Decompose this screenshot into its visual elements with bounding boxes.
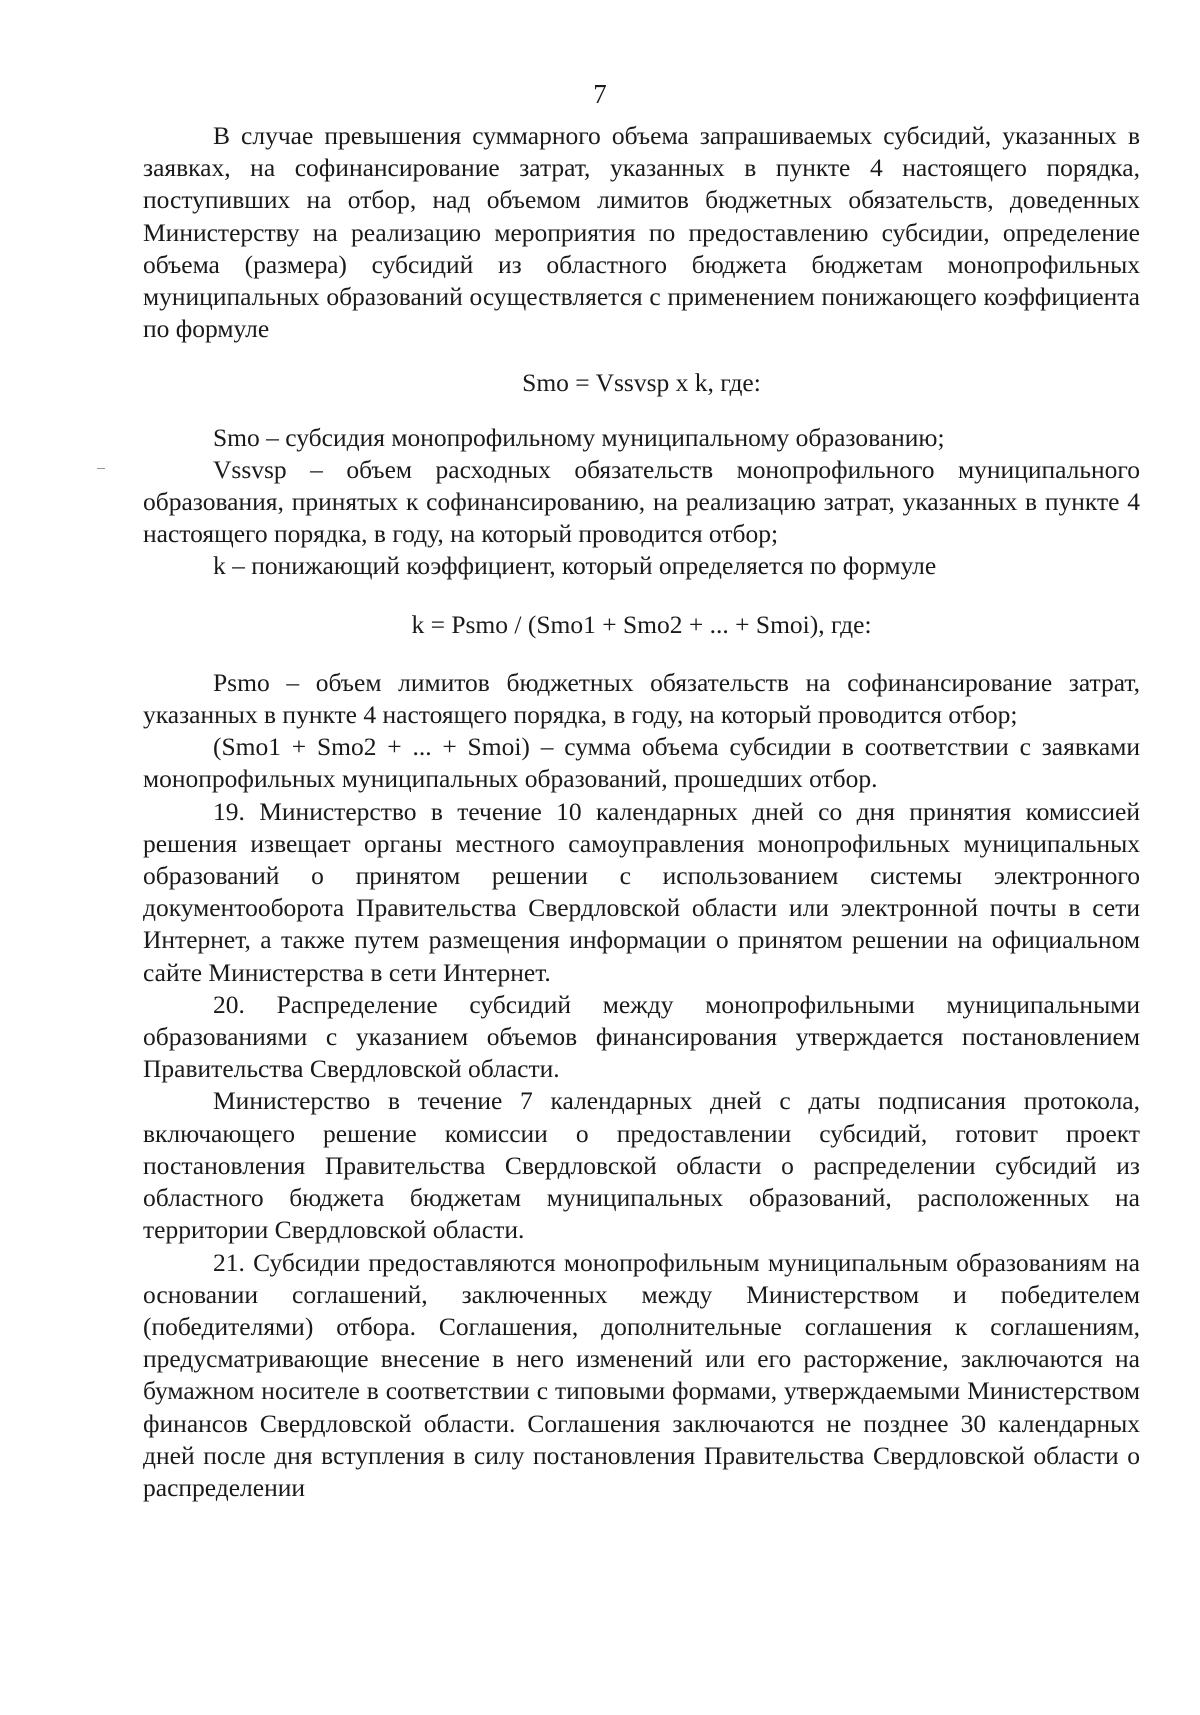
- paragraph-21: 21. Субсидии предоставляются монопрофильным муниципальным образованиям на основании соглашений, заключенных между Министерством и победителем (победителями) отбора. Соглашения, дополнительные соглашения к соглашениям, предусматривающие внесение в него изменений или его расторжение, заключаются на бумажном носителе в соответствии с типовыми формами, утверждаемыми Министерством финансов Свердловской области. Соглашения заключаются не позднее 30 календарных дней после дня вступления в силу постановления Правительства Свердловской области о распределении: [143, 1247, 1140, 1502]
- formula-k: k = Psmo / (Smo1 + Smo2 + ... + Smoi), где:: [411, 609, 872, 639]
- definition-vssvsp: Vssvsp – объем расходных обязательств монопрофильного муниципального образования, принятых к софинансированию, на реализацию затрат, указанных в пункте 4 настоящего порядка, в году, на который проводится отбор;: [143, 454, 1140, 549]
- paragraph-19: 19. Министерство в течение 10 календарных дней со дня принятия комиссией решения извещает органы местного самоуправления монопрофильных муниципальных образований о принятом решении с использованием системы электронного документооборота Правительства Свердловской области или электронной почты в сети Интернет, а также путем размещения информации о принятом решении на официальном сайте Министерства в сети Интернет.: [143, 796, 1140, 987]
- definition-smo-sum: (Smo1 + Smo2 + ... + Smoi) – сумма объема субсидии в соответствии с заявками монопрофильных муниципальных образований, прошедших отбор.: [143, 732, 1140, 794]
- paragraph-20-continued: Министерство в течение 7 календарных дней с даты подписания протокола, включающего решение комиссии о предоставлении субсидий, готовит проект постановления Правительства Свердловской области о распределении субсидий из областного бюджета бюджетам муниципальных образований, расположенных на территории Свердловской области.: [143, 1086, 1140, 1245]
- definition-smo: Smo – субсидия монопрофильному муниципальному образованию;: [213, 422, 945, 452]
- margin-mark: [97, 468, 105, 469]
- document-body: [143, 120, 1140, 1504]
- definition-k: k – понижающий коэффициент, который определяется по формуле: [213, 551, 937, 581]
- definition-psmo: Psmo – объем лимитов бюджетных обязательств на софинансирование затрат, указанных в пункте 4 настоящего порядка, в году, на который проводится отбор;: [143, 667, 1140, 730]
- paragraph-excess-subsidies: В случае превышения суммарного объема запрашиваемых субсидий, указанных в заявках, на софинансирование затрат, указанных в пункте 4 настоящего порядка, поступивших на отбор, над объемом лимитов бюджетных обязательств, доведенных Министерству на реализацию мероприятия по предоставлению субсидии, определение объема (размера) субсидий из областного бюджета бюджетам монопрофильных муниципальных образований осуществляется с применением понижающего коэффициента по формуле: [143, 121, 1140, 344]
- page-number: 7: [593, 79, 607, 109]
- paragraph-20: 20. Распределение субсидий между монопрофильными муниципальными образованиями с указанием объемов финансирования утверждается постановлением Правительства Свердловской области.: [143, 989, 1140, 1084]
- formula-smo: Smo = Vssvsp x k, где:: [522, 368, 761, 398]
